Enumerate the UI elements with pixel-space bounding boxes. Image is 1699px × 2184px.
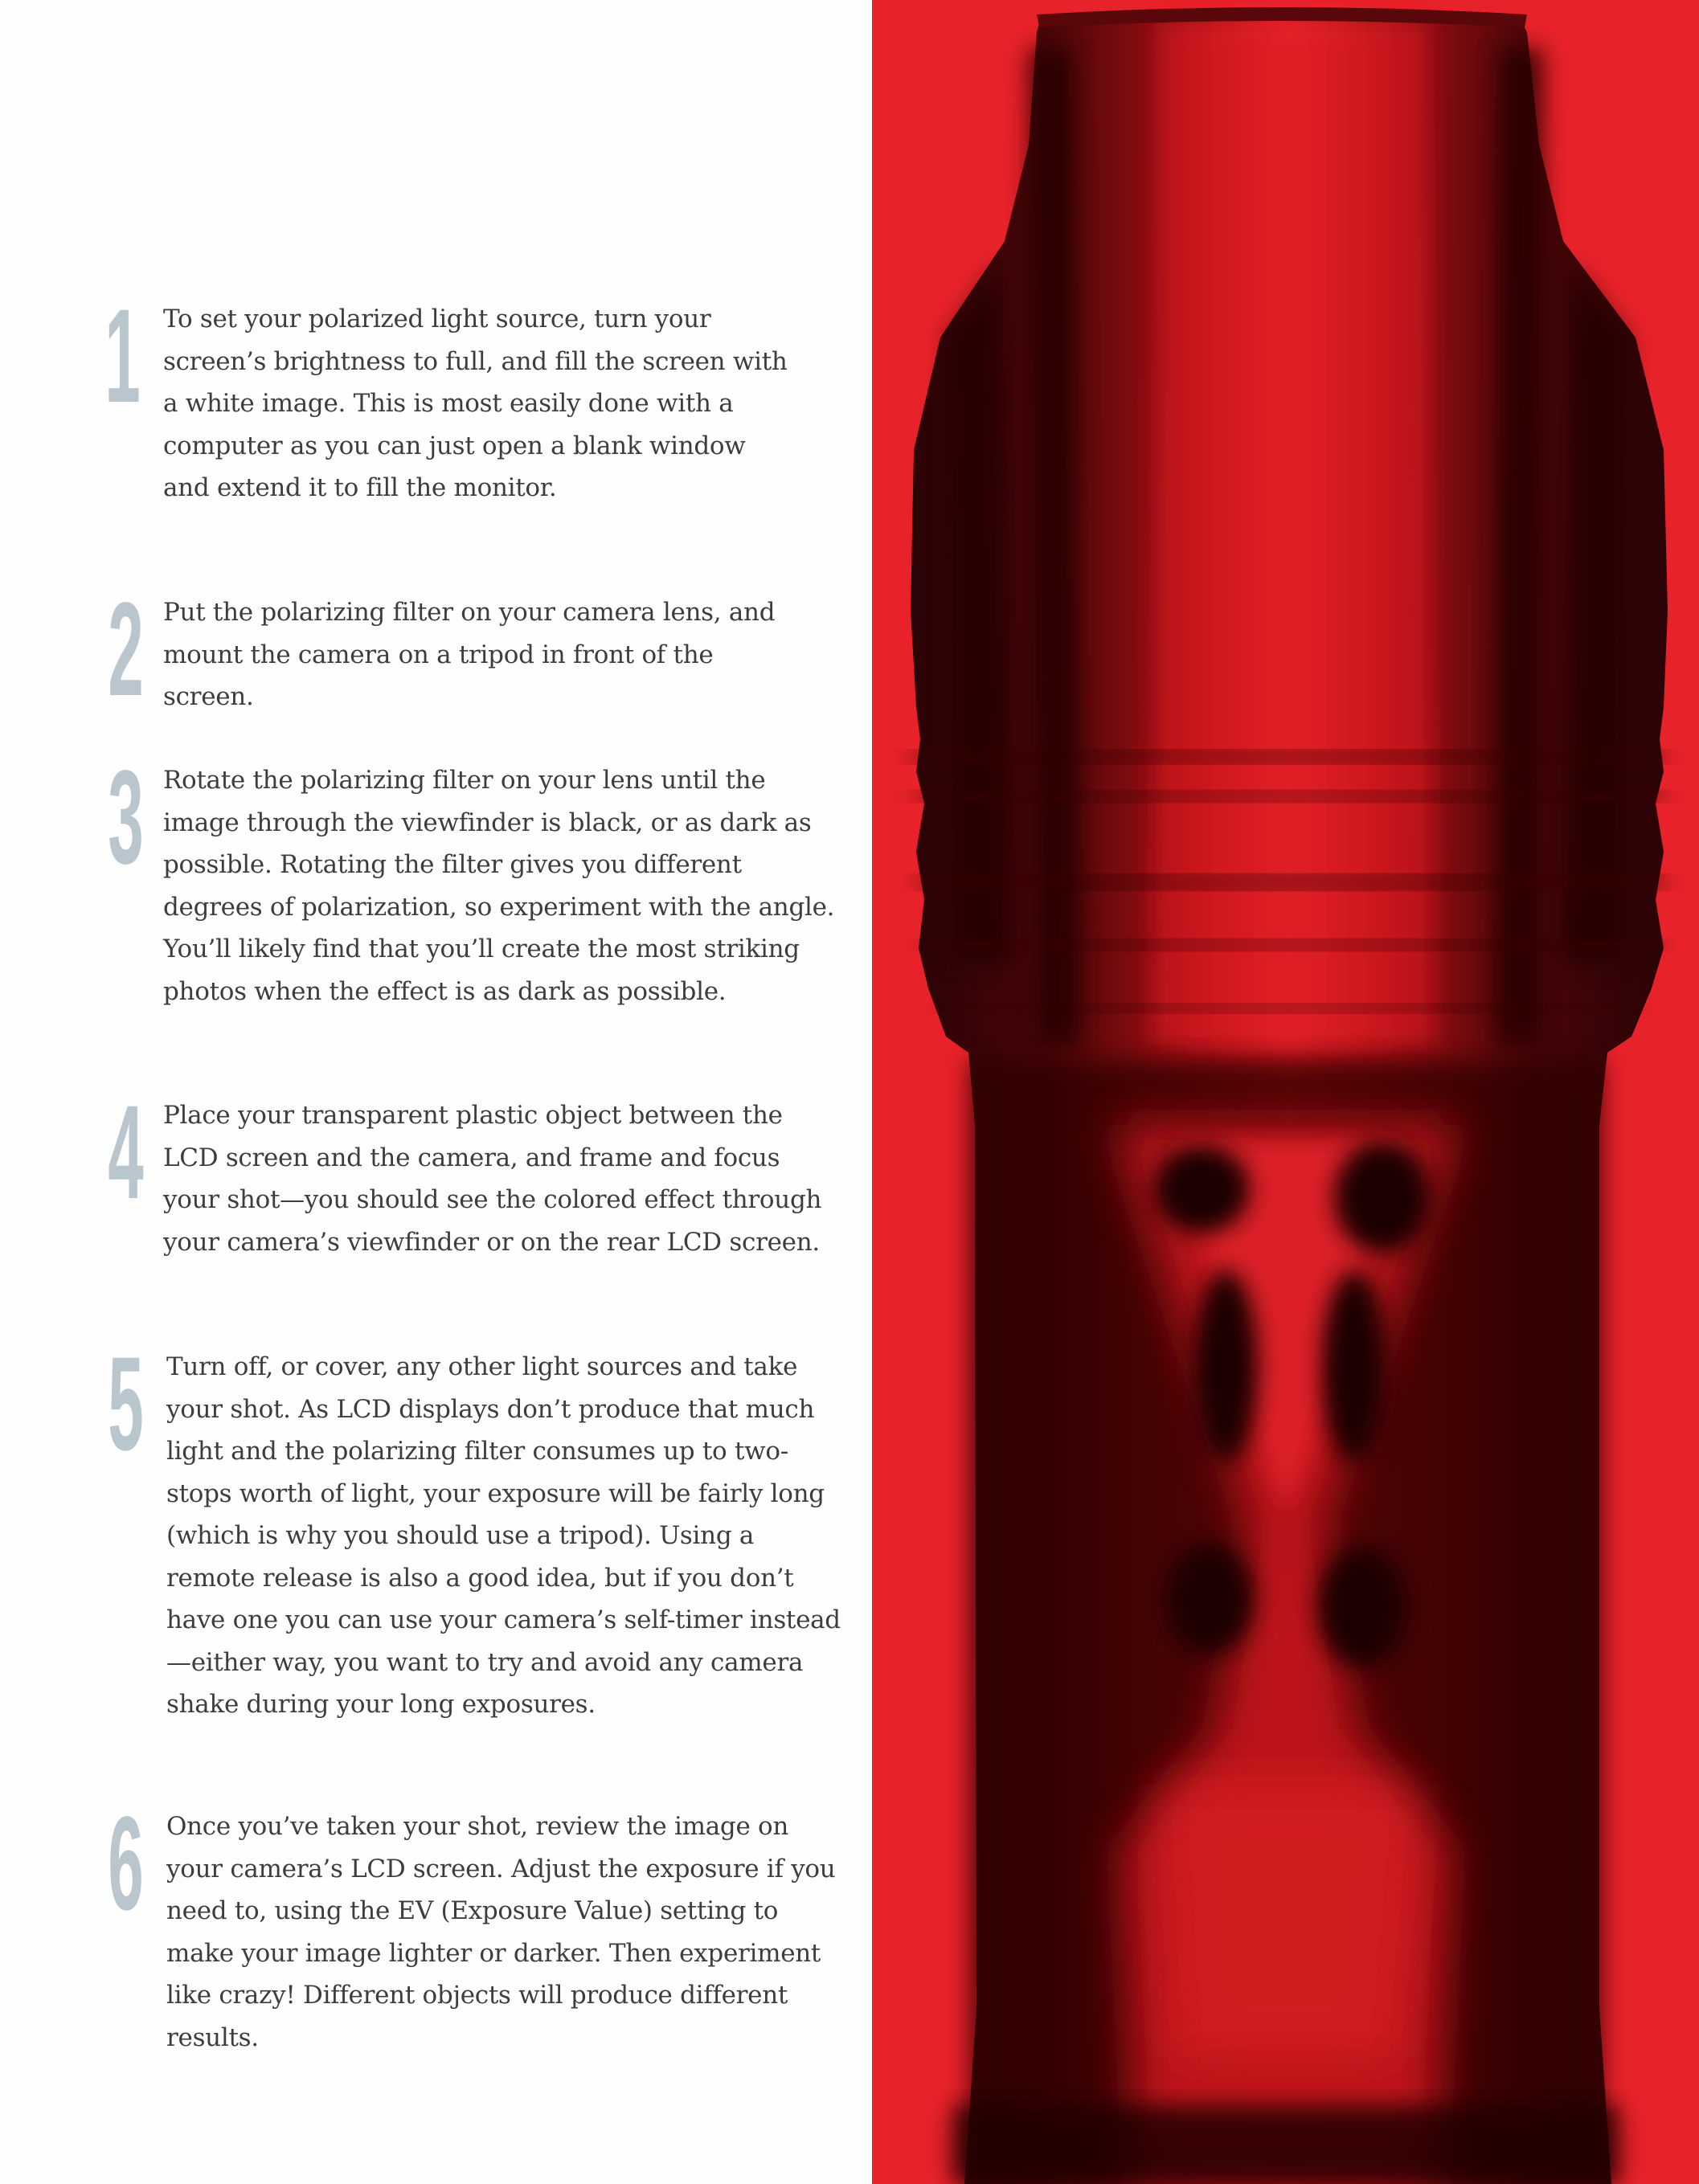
step-number: 1	[104, 282, 141, 431]
step-number: 2	[108, 575, 144, 724]
step-number: 6	[108, 1789, 144, 1938]
step-text: Place your transparent plastic object between the LCD screen and the camera, and frame and focus your shot—you should see the colored effect through your camera’s viewfinder or on the rear LCD screen.	[163, 1101, 822, 1257]
step-text: Rotate the polarizing filter on your lens until the image through the viewfinder is black, or as dark as possible. Rotating the filter gives you different degrees of polarization, so experiment with the angle. You’ll likely find that you’ll create the most striking photos when the effect is as dark as possible.	[163, 766, 835, 1006]
step-number: 4	[108, 1078, 144, 1227]
step-number: 5	[108, 1330, 144, 1478]
step-text: Put the polarizing filter on your camera lens, and mount the camera on a tripod in front of the screen.	[163, 598, 776, 711]
polarized-bottle-photo	[872, 0, 1699, 2184]
step-text: Once you’ve taken your shot, review the image on your camera’s LCD screen. Adjust the exposure if you need to, using the EV (Exposure Value) setting to make your image lighter or darker. Then experiment like crazy! Different objects will produce different results.	[166, 1812, 836, 2052]
step-text: Turn off, or cover, any other light sources and take your shot. As LCD displays don’t produce that much light and the polarizing filter consumes up to two-stops worth of light, your exposure will be fairly long (which is why you should use a tripod). Using a remote release is also a good idea, but if you don’t have one you can use your camera’s self-timer instead—either way, you want to try and avoid any camera shake during your long exposures.	[166, 1352, 841, 1719]
step-text: To set your polarized light source, turn your screen’s brightness to full, and fill the screen with a white image. This is most easily done with a computer as you can just open a blank window and extend it to fill the monitor.	[163, 305, 788, 502]
step-number: 3	[108, 743, 144, 892]
